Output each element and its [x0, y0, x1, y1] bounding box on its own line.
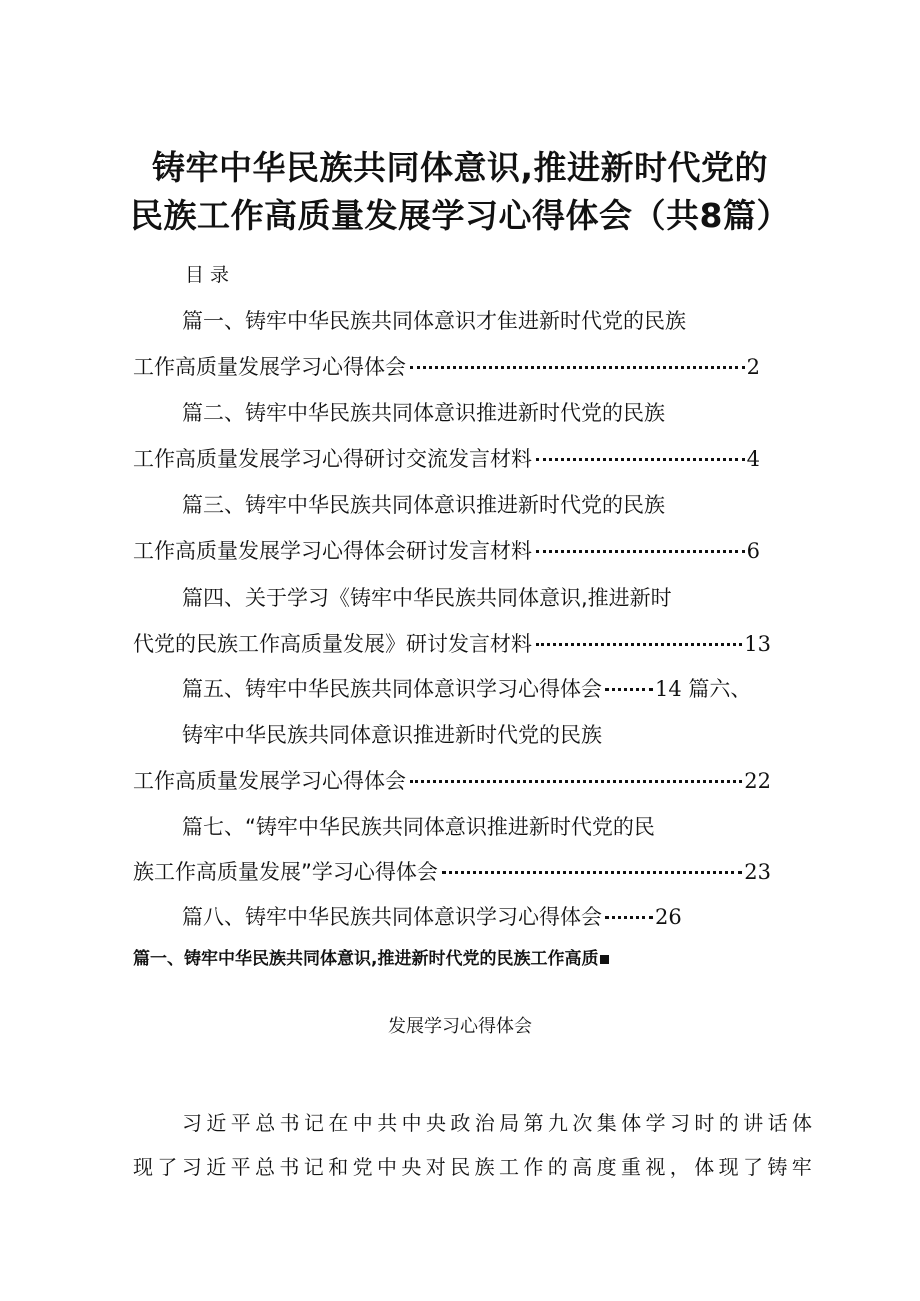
toc-leader-dots: [536, 643, 742, 646]
toc-item-5-page: 14: [655, 677, 682, 701]
toc-item-6-line-1[interactable]: 铸牢中华民族共同体意识推进新时代党的民族: [182, 723, 602, 747]
toc-item-2-page: 4: [746, 447, 760, 471]
toc-leader-dots: [410, 780, 742, 783]
toc-item-6-text: 工作高质量发展学习心得体会: [133, 769, 406, 793]
toc-leader-dots: [605, 916, 653, 919]
toc-item-6-line-2[interactable]: [133, 767, 771, 795]
toc-item-1-line-2[interactable]: [133, 353, 760, 381]
document-title-line-1: 铸牢中华民族共同体意识,推进新时代党的: [151, 148, 769, 187]
toc-item-3-text: 工作高质量发展学习心得体会研讨发言材料: [133, 539, 532, 563]
section-1-heading-text: 篇一、铸牢中华民族共同体意识,推进新时代党的民族工作高质: [133, 949, 599, 969]
toc-item-3-page: 6: [746, 539, 760, 563]
toc-item-8-page: 26: [655, 905, 682, 929]
toc-item-4-page: 13: [744, 632, 771, 656]
toc-item-7-line-2[interactable]: [133, 858, 771, 886]
toc-item-4-line-2[interactable]: [133, 630, 771, 658]
toc-leader-dots: [442, 871, 742, 874]
toc-item-7-page: 23: [744, 860, 771, 884]
toc-item-7-line-1[interactable]: 篇七、“铸牢中华民族共同体意识推进新时代党的民: [182, 815, 655, 839]
document-title-line-2: 民族工作高质量发展学习心得体会（共8篇）: [130, 196, 790, 235]
toc-item-1-page: 2: [746, 355, 760, 379]
section-1-paragraph-line-2: 现了习近平总书记和党中央对民族工作的高度重视，体现了铸牢: [133, 1155, 817, 1179]
toc-item-2-text: 工作高质量发展学习心得研讨交流发言材料: [133, 447, 532, 471]
toc-heading: 目录: [185, 264, 236, 286]
section-1-subheading: 发展学习心得体会: [388, 1016, 532, 1037]
toc-item-5-line-1[interactable]: [182, 675, 751, 703]
toc-leader-dots: [605, 688, 653, 691]
toc-leader-dots: [536, 458, 745, 461]
toc-item-1-line-1[interactable]: 篇一、铸牢中华民族共同体意识才隹进新时代党的民族: [182, 309, 686, 333]
toc-item-2-line-2[interactable]: [133, 445, 760, 473]
toc-leader-dots: [410, 366, 745, 369]
toc-leader-dots: [536, 550, 745, 553]
toc-item-3-line-1[interactable]: 篇三、铸牢中华民族共同体意识推进新时代党的民族: [182, 493, 665, 517]
section-1-paragraph-line-1: 习近平总书记在中共中央政治局第九次集体学习时的讲话体: [182, 1111, 817, 1135]
toc-item-8-text: 篇八、铸牢中华民族共同体意识学习心得体会: [182, 905, 602, 929]
section-1-heading: [133, 944, 609, 969]
toc-item-2-line-1[interactable]: 篇二、铸牢中华民族共同体意识推进新时代党的民族: [182, 401, 665, 425]
toc-item-7-text: 族工作高质量发展”学习心得体会: [133, 860, 438, 884]
toc-item-4-text: 代党的民族工作高质量发展》研讨发言材料: [133, 632, 532, 656]
toc-item-6-prefix: 篇六、: [688, 677, 752, 701]
toc-item-3-line-2[interactable]: [133, 537, 760, 565]
toc-item-8-line-1[interactable]: [182, 903, 682, 931]
toc-item-4-line-1[interactable]: 篇四、关于学习《铸牢中华民族共同体意识,推进新时: [182, 586, 672, 610]
toc-item-6-page: 22: [744, 769, 771, 793]
toc-item-1-text: 工作高质量发展学习心得体会: [133, 355, 406, 379]
toc-item-5-text: 篇五、铸牢中华民族共同体意识学习心得体会: [182, 677, 602, 701]
square-mark-icon: [600, 955, 609, 964]
